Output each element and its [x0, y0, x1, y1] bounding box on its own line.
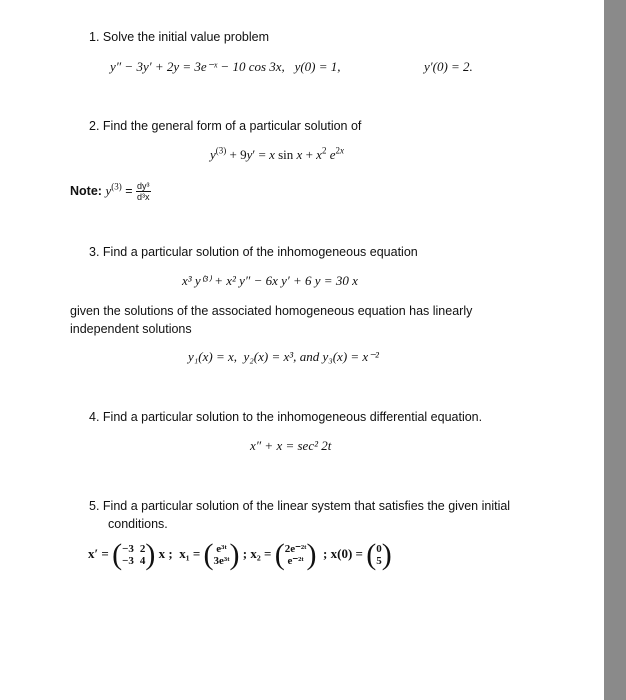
problem-4-equation: x″ + x = sec² 2t: [250, 438, 332, 453]
y3: y₃(x) = x⁻²: [322, 349, 379, 364]
problem-1-ic2: y′(0) = 2.: [424, 59, 473, 74]
note-eq: =: [125, 183, 133, 198]
x1-label: x₁ =: [179, 545, 201, 561]
problem-2: [89, 119, 361, 133]
problem-2-prompt: Find the general form of a particular solution of: [102, 119, 362, 133]
note-lhs: y: [105, 182, 112, 198]
note-label: Note:: [70, 183, 102, 198]
y2: y₂(x) = x³,: [243, 349, 297, 364]
x1-vector: e³ᵗ 3e³ᵗ: [213, 543, 230, 567]
matrix-A: −3 2 −3 4: [122, 543, 146, 567]
x-semicolon: x ;: [158, 545, 173, 561]
problem-4: [89, 410, 482, 424]
problem-2-note: [70, 181, 151, 202]
problem-3: [89, 245, 418, 259]
problem-2-number: 2.: [89, 119, 100, 133]
problem-3-given-1: given the solutions of the associated homogeneous equation has linearly: [70, 304, 473, 318]
right-scrollbar-strip: [604, 0, 626, 700]
problem-2-equation: $y^{(3)} + 9y' = x$ $\sin x + x^2$ $e^{2x}$: [210, 145, 344, 162]
note-sup: (3): [111, 181, 122, 192]
x2-label: x₂ =: [250, 545, 272, 561]
problem-3-prompt: Find a particular solution of the inhomogeneous equation: [102, 245, 418, 259]
and-word: and: [299, 349, 320, 364]
problem-1-number: 1.: [89, 30, 100, 44]
note-fraction: [136, 181, 151, 202]
y1: y₁(x) = x,: [188, 349, 238, 364]
problem-1-ic2-wrap: [424, 59, 473, 75]
x0-vector: 0 5: [376, 543, 382, 567]
x2-vector: 2e⁻²ᵗ e⁻²ᵗ: [284, 543, 307, 567]
problem-1-ode: y″ − 3y′ + 2y = 3e⁻ˣ − 10 cos 3x,: [110, 59, 285, 74]
problem-3-number: 3.: [89, 245, 100, 259]
problem-5: [89, 499, 510, 513]
problem-4-prompt: Find a particular solution to the inhomogeneous differential equation.: [102, 410, 483, 424]
problem-4-number: 4.: [89, 410, 100, 424]
xprime: x′ =: [88, 545, 109, 561]
note-denominator: d³x: [137, 192, 150, 202]
problem-1-prompt: Solve the initial value problem: [102, 30, 269, 44]
problem-3-solutions: [188, 349, 379, 365]
problem-1-equation: [110, 59, 341, 75]
problem-1-ic1: y(0) = 1,: [294, 59, 341, 74]
note-numerator: dy³: [137, 181, 150, 191]
problem-5-prompt-2: conditions.: [108, 517, 168, 531]
problem-3-given-2: independent solutions: [70, 322, 192, 336]
problem-1: [89, 30, 269, 44]
problem-3-equation: x³ y⁽³⁾ + x² y″ − 6x y′ + 6 y = 30 x: [182, 273, 358, 288]
problem-5-system: x′ = ( −3 2 −3 4 ) x ; x₁ = ( e³ᵗ 3e³ᵗ ) ; x₂ = ( 2e⁻²ᵗ e⁻²ᵗ ) ; x(0) = ( 0 5 ): [88, 538, 392, 571]
x0-label: x(0) =: [330, 545, 363, 561]
problem-5-number: 5.: [89, 499, 100, 513]
problem-5-prompt-1: Find a particular solution of the linear system that satisfies the given initial: [102, 499, 511, 513]
